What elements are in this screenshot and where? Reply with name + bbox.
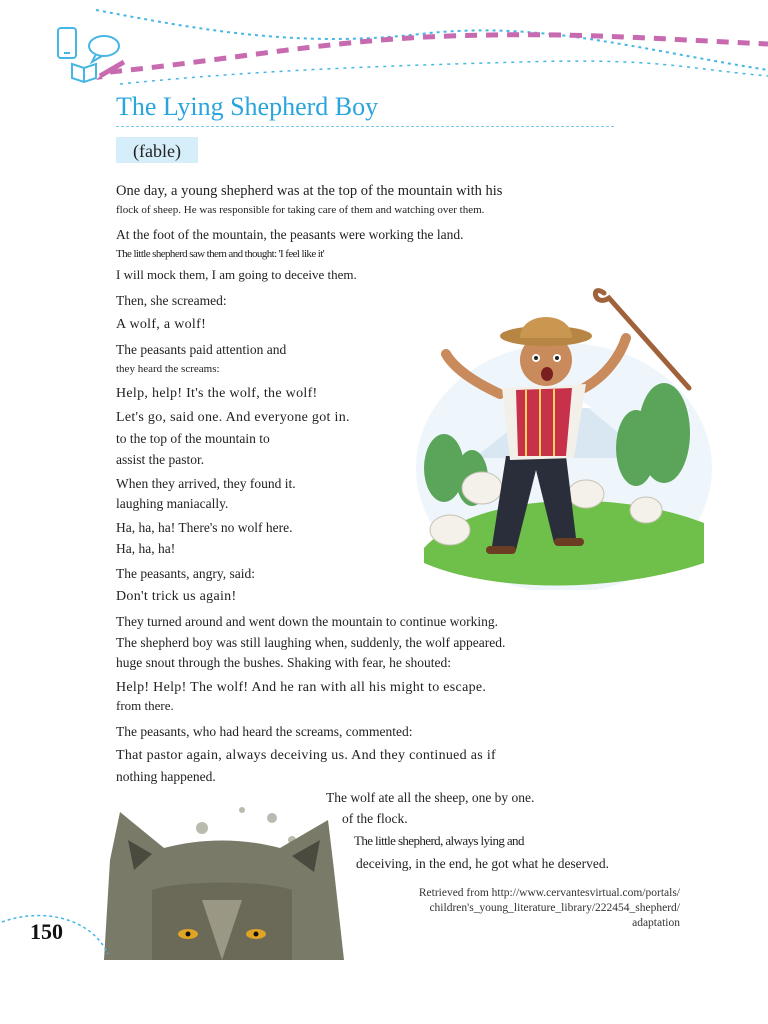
story-line: The little shepherd saw them and thought: 'I feel like it' bbox=[116, 248, 325, 260]
book-icon bbox=[72, 64, 96, 82]
story-line: Help! Help! The wolf! And he ran with all his might to escape. bbox=[116, 680, 487, 695]
story-line: Ha, ha, ha! There's no wolf here. bbox=[116, 520, 293, 535]
story-line: from there. bbox=[116, 698, 174, 713]
story-line: When they arrived, they found it. bbox=[116, 476, 296, 491]
story-line: they heard the screams: bbox=[116, 363, 220, 375]
story-line: Ha, ha, ha! bbox=[116, 541, 176, 556]
page-number: 150 bbox=[30, 919, 63, 944]
story-line: assist the pastor. bbox=[116, 452, 205, 467]
story-line: nothing happened. bbox=[116, 769, 216, 784]
story-line: That pastor again, always deceiving us. And they continued as if bbox=[116, 748, 496, 763]
source-line: adaptation bbox=[632, 916, 680, 929]
header-decoration bbox=[0, 0, 768, 100]
story-line: At the foot of the mountain, the peasants were working the land. bbox=[116, 227, 464, 242]
story-line: Let's go, said one. And everyone got in. bbox=[116, 410, 350, 425]
speech-bubble-icon bbox=[89, 36, 119, 62]
story-line: Then, she screamed: bbox=[116, 293, 227, 308]
story-line: deceiving, in the end, he got what he deserved. bbox=[356, 856, 610, 871]
story-line: The peasants paid attention and bbox=[116, 342, 287, 357]
story-line: huge snout through the bushes. Shaking with fear, he shouted: bbox=[116, 655, 452, 670]
story-line: flock of sheep. He was responsible for taking care of them and watching over them. bbox=[116, 204, 485, 216]
story-line: of the flock. bbox=[342, 811, 408, 826]
shepherd-boy-illustration bbox=[414, 258, 714, 590]
story-line: A wolf, a wolf! bbox=[116, 317, 207, 332]
wolf-illustration bbox=[92, 800, 352, 960]
title-divider bbox=[116, 126, 614, 127]
story-line: Help, help! It's the wolf, the wolf! bbox=[116, 386, 318, 401]
story-line: I will mock them, I am going to deceive them. bbox=[116, 267, 357, 282]
story-line: The wolf ate all the sheep, one by one. bbox=[326, 790, 535, 805]
source-line: children's_young_literature_library/222454_shepherd/ bbox=[429, 901, 680, 914]
page-title: The Lying Shepherd Boy bbox=[116, 92, 379, 121]
story-line: One day, a young shepherd was at the top of the mountain with his bbox=[116, 183, 503, 199]
story-line: Don't trick us again! bbox=[116, 589, 237, 604]
source-line: Retrieved from http://www.cervantesvirtual.com/portals/ bbox=[418, 887, 680, 899]
story-line: to the top of the mountain to bbox=[116, 431, 270, 446]
story-line: The little shepherd, always lying and bbox=[354, 833, 524, 848]
genre-label: (fable) bbox=[116, 137, 198, 163]
story-line: The peasants, angry, said: bbox=[116, 566, 255, 581]
story-line: They turned around and went down the mountain to continue working. bbox=[116, 614, 499, 629]
phone-icon bbox=[58, 28, 76, 58]
story-line: The shepherd boy was still laughing when, suddenly, the wolf appeared. bbox=[116, 635, 506, 650]
story-line: The peasants, who had heard the screams, commented: bbox=[116, 724, 413, 739]
source-citation bbox=[419, 886, 680, 931]
story-line: laughing maniacally. bbox=[116, 496, 229, 511]
